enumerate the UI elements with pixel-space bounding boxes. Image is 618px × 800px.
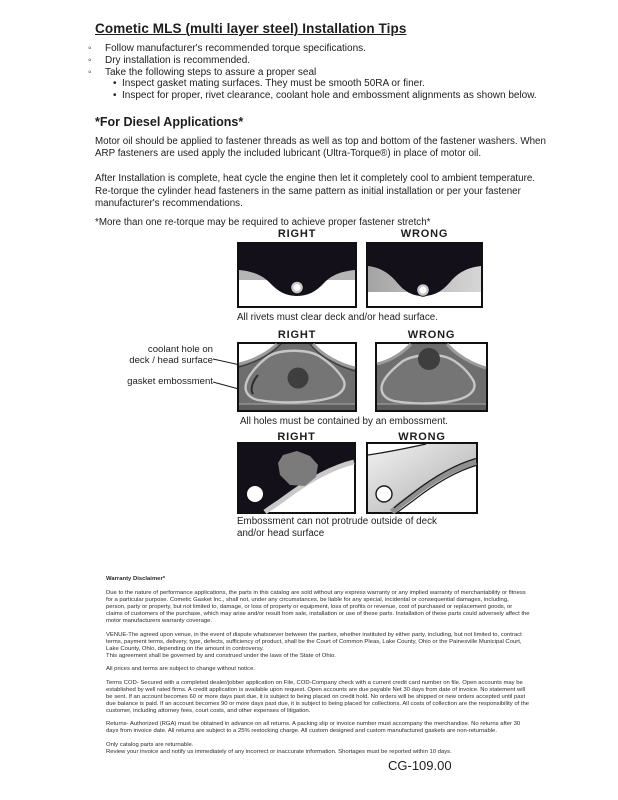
warranty-paragraph: All prices and terms are subject to change without notice. (106, 666, 255, 672)
row1-wrong-label: WRONG (400, 228, 449, 240)
warranty-paragraph: Terms COD- Secured with a completed dealer/jobber application on File, COD-Company check with a current credit card number on file. Open accounts may be established by well rated firms. A credit application is available upon request. Open accounts are due payable Net 30 days from date of invoice. No statement will be sent. If an account becomes 60 or more days past due, it is subject to being placed on credit hold. No orders will be shipped or new orders accepted until past due balance is paid. If an account becomes 90 or more days past due, it is subject to being placed for collections. All costs of collection are the responsibility of the customer, including attorney fees, court costs, and other expenses of litigation. (106, 679, 530, 714)
bolt-hole-shape (247, 486, 263, 502)
diesel-section-heading: *For Diesel Applications* (95, 114, 244, 129)
tip-sub-bullet: • Inspect for proper, rivet clearance, coolant hole and embossment alignments as shown below. (95, 90, 550, 102)
protrusion-right-diagram (237, 442, 356, 514)
bolt-hole-shape (376, 486, 392, 502)
warranty-paragraph: This agreement shall be governed by and construed under the laws of the State of Ohio. (106, 652, 336, 659)
protrusion-wrong-diagram (366, 442, 478, 514)
rivet-right-svg (237, 242, 357, 308)
embossment-wrong-svg (375, 342, 488, 412)
coolant-hole-shape (418, 348, 440, 370)
warranty-paragraph: Review your invoice and notify us immediately of any incorrect or inaccurate information. Shortages must be reported within 10 days. (106, 748, 452, 755)
diesel-paragraph-2: After Installation is complete, heat cycle the engine then let it completely cool to ambient temperature. Re-torque the cylinder head fasteners in the same pattern as initial installation or per your fastener manufacturer's recommendations. (95, 173, 536, 209)
retorque-note: *More than one re-torque may be required to achieve proper fastener stretch* (95, 217, 431, 228)
row1-caption: All rivets must clear deck and/or head surface. (237, 312, 438, 323)
rivet-wrong-diagram (366, 242, 483, 308)
gasket-embossment-callout: gasket embossment (127, 376, 213, 387)
page-title: Cometic MLS (multi layer steel) Installation Tips (95, 21, 407, 36)
warranty-heading: Warranty Disclaimer* (106, 576, 166, 582)
protrusion-wrong-svg (366, 442, 478, 514)
row3-right-label: RIGHT (277, 431, 316, 443)
page-code: CG-109.00 (388, 758, 452, 773)
row3-caption-line1: Embossment can not protrude outside of deck (237, 516, 437, 527)
warranty-paragraph: VENUE-The agreed upon venue, in the event of dispute whatsoever between the parties, whether instituted by either party, including, but not limited to, contract terms, payment terms, delivery, type, defects, sufficiency of product, shall be the Court of Common Pleas, Lake County, Ohio or the Painesville Municipal Court, Lake County, Ohio, depending on the amount in controversy. (106, 631, 522, 652)
embossment-right-svg (237, 342, 357, 412)
row2-right-label: RIGHT (277, 329, 317, 341)
row3-wrong-label: WRONG (398, 431, 446, 443)
warranty-paragraph: Due to the nature of performance applications, the parts in this catalog are sold without any express warranty or any implied warranty of merchantability or fitness for a particular purpose. Cometic Gasket Inc., shall not, under any circumstances, be liable for any special, incidental or consequential damages, including, person, party or property, but not limited to, damage, or loss of property or equipment, loss of profits or revenue, cost of purchased or replacement goods, or claims of customers of the purchase, which may arise and/or result from sale, installation or use of these parts. Installation of these parts could adversely affect the motor manufacturers warranty coverage. (106, 590, 530, 624)
warranty-paragraph: Only catalog parts are returnable. (106, 741, 194, 748)
row2-caption: All holes must be contained by an embossment. (240, 416, 449, 427)
warranty-disclaimer-block (106, 576, 530, 762)
row3-caption-line2: and/or head surface (237, 527, 325, 539)
tip-bullet: ◦ Take the following steps to assure a proper seal (95, 67, 550, 79)
rivet-wrong-svg (366, 242, 483, 308)
tip-bullet: ◦ Dry installation is recommended. (95, 55, 550, 67)
embossment-right-diagram (237, 342, 357, 412)
diesel-paragraph-1: Motor oil should be applied to fastener threads as well as top and bottom of the fastener washers. When ARP fasteners are used apply the included lubricant (Ultra-Torque®) in place of motor oil. (95, 135, 546, 160)
row1-right-label: RIGHT (277, 228, 317, 240)
coolant-hole-shape (288, 368, 309, 389)
rivet-right-diagram (237, 242, 357, 308)
embossment-wrong-diagram (375, 342, 488, 412)
tip-bullet: ◦ Follow manufacturer's recommended torque specifications. (95, 43, 550, 55)
warranty-paragraph: Returns- Authorized (RGA) must be obtained in advance on all returns. A packing slip or invoice number must accompany the merchandise. No returns after 30 days from invoice date. All returns are subject to a 25% restocking charge. All custom designed and custom manufactured gaskets are non-returnable. (106, 721, 521, 734)
tip-sub-bullet: • Inspect gasket mating surfaces. They must be smooth 50RA or finer. (95, 78, 550, 90)
row2-wrong-label: WRONG (407, 329, 456, 341)
protrusion-right-svg (237, 442, 356, 514)
coolant-hole-callout: coolant hole on deck / head surface (129, 344, 213, 366)
content-column (95, 20, 550, 229)
